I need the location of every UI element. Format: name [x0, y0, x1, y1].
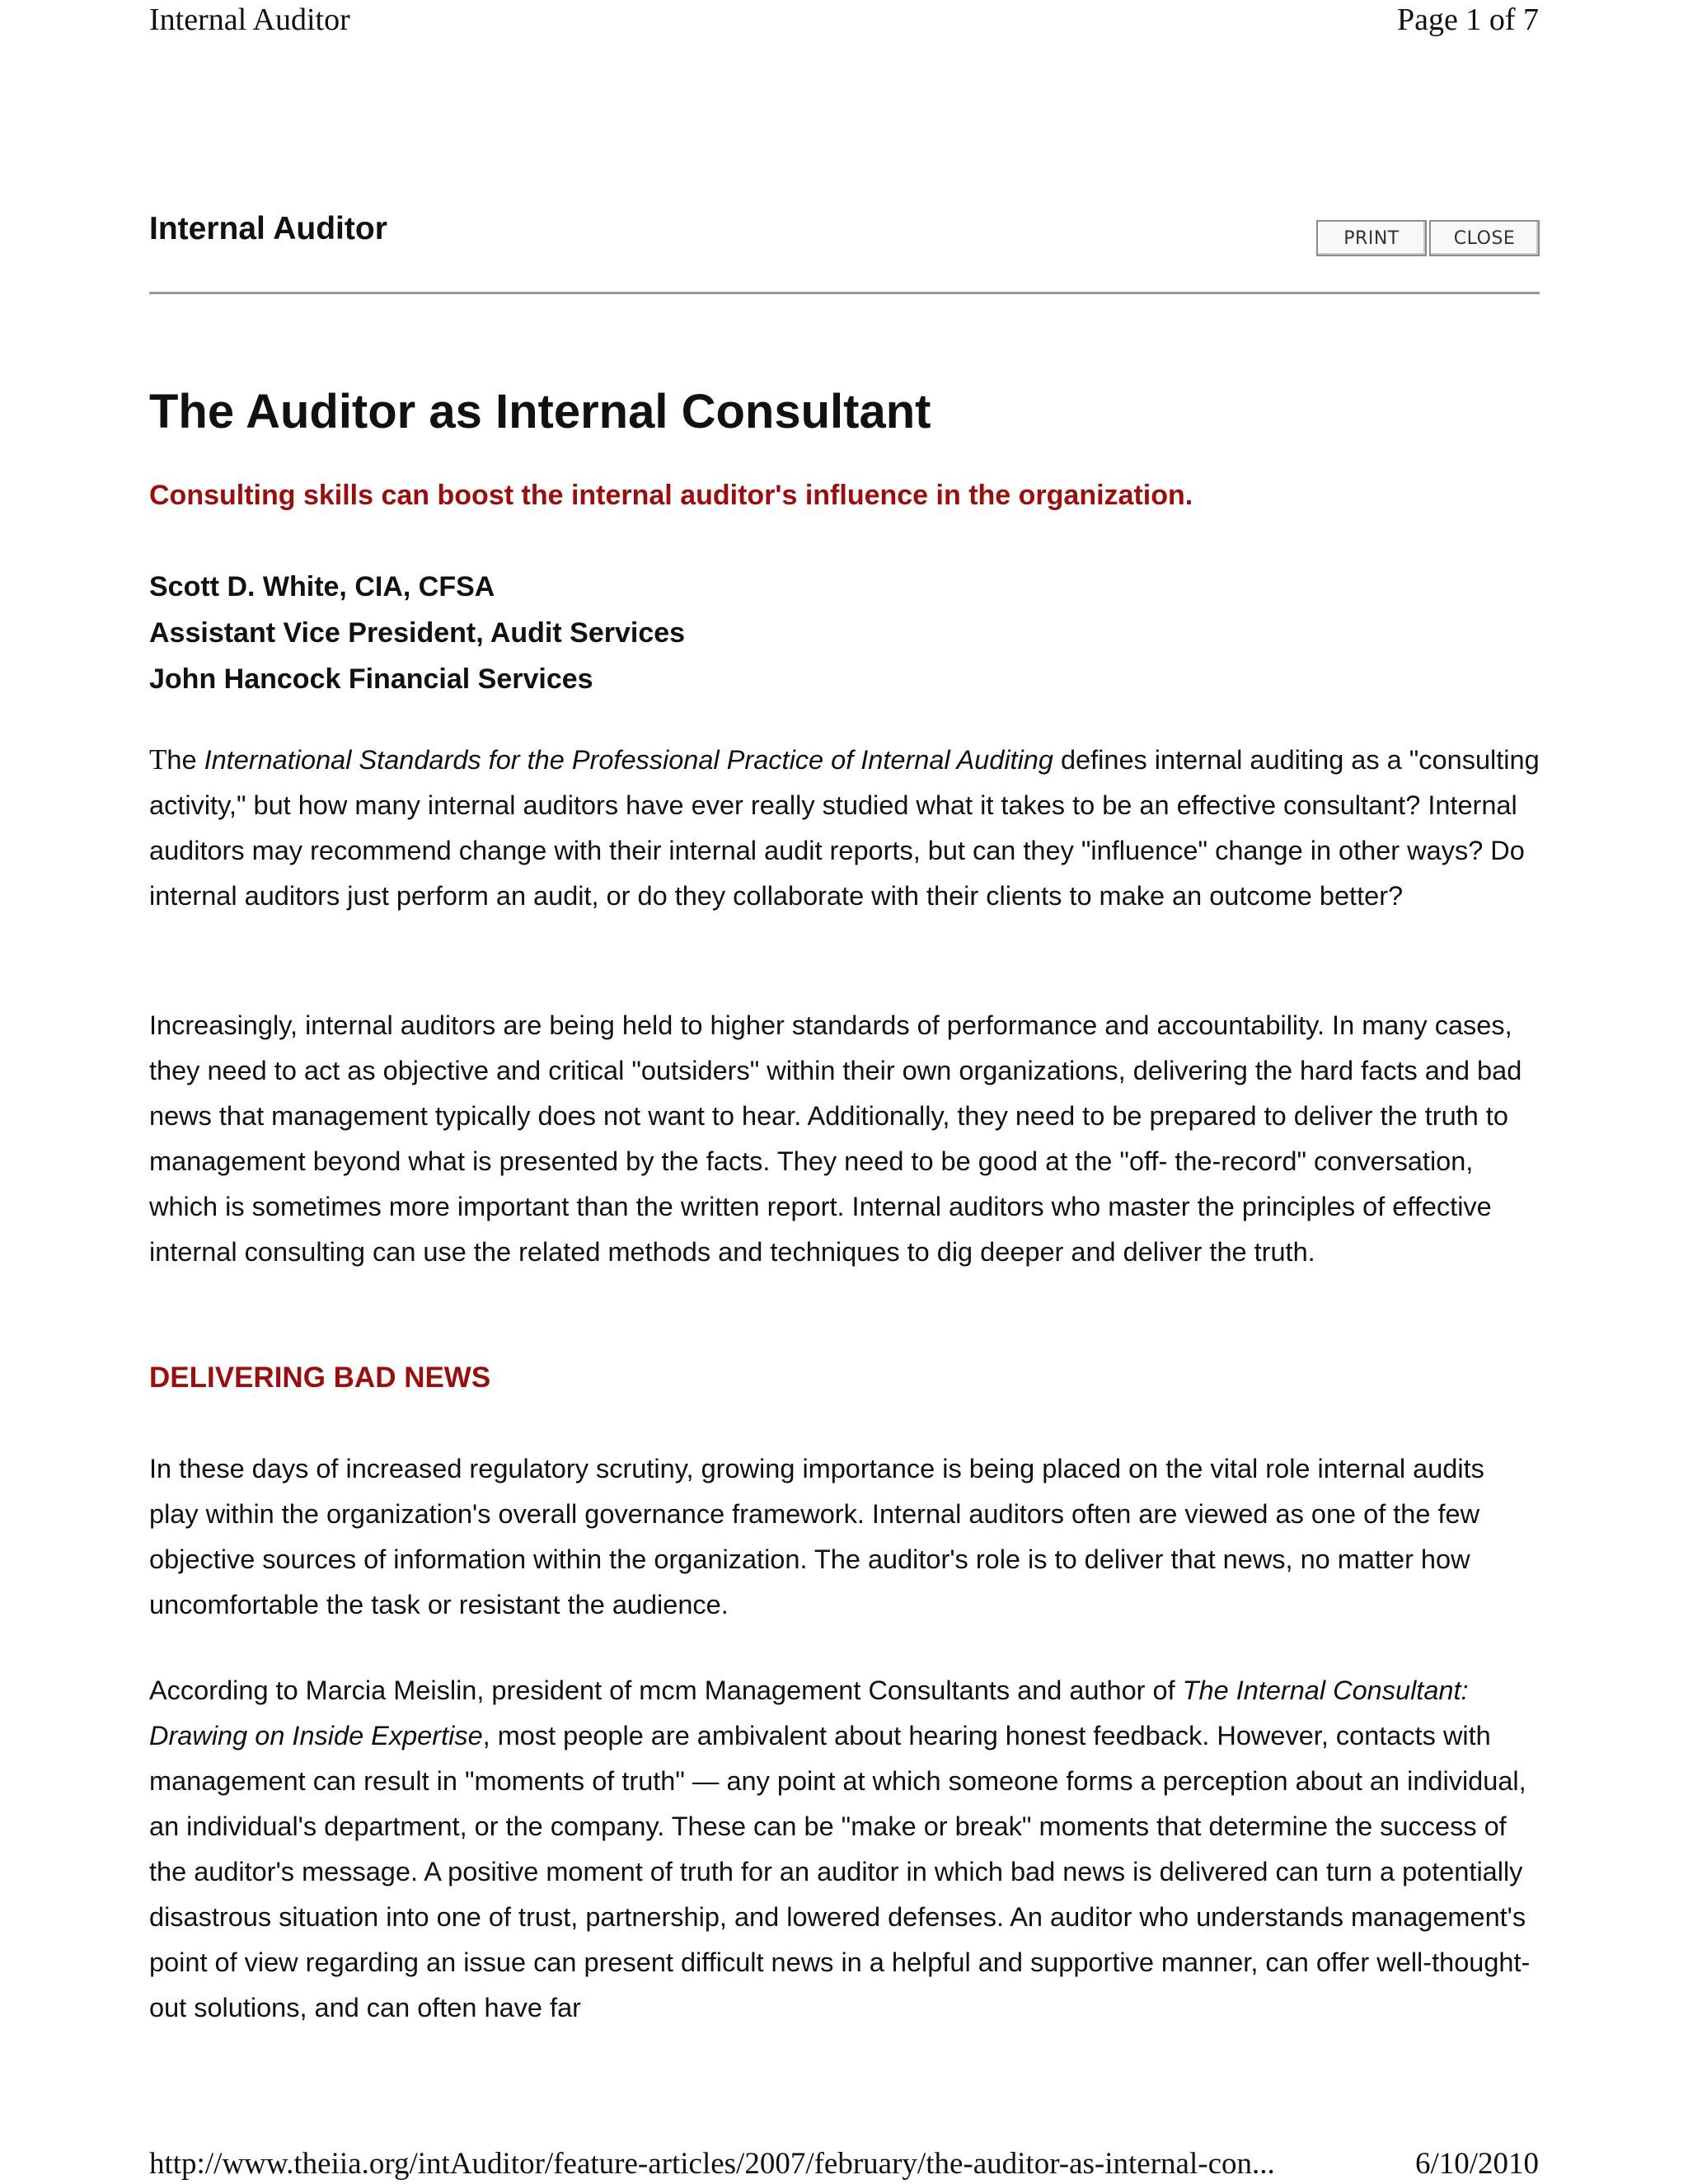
- print-header-title: Internal Auditor: [149, 2, 350, 37]
- print-button[interactable]: PRINT: [1316, 220, 1427, 256]
- paragraph-intro: [149, 737, 1540, 919]
- article-subtitle: Consulting skills can boost the internal auditor's influence in the organization.: [149, 480, 1193, 511]
- article-title: The Auditor as Internal Consultant: [149, 385, 931, 438]
- standards-title: International Standards for the Professional Practice of Internal Auditing: [204, 745, 1053, 775]
- paragraph-lead: According to Marcia Meislin, president of mcm Management Consultants and author of: [149, 1675, 1183, 1705]
- print-date: 6/10/2010: [1414, 2147, 1539, 2181]
- author-company: John Hancock Financial Services: [149, 663, 593, 695]
- author-byline: [149, 564, 685, 702]
- paragraph-accountability: Increasingly, internal auditors are being held to higher standards of performance and accountability. In many cases, they need to act as objective and critical "outsiders" within their own organizations, delivering the hard facts and bad news that management typically does not want to hear. Additionally, they need to be prepared to deliver the truth to management beyond what is presented by the facts. They need to be good at the "off- the-record" conversation, which is sometimes more important than the written report. Internal auditors who master the principles of effective internal consulting can use the related methods and techniques to dig deeper and deliver the truth.: [149, 1010, 1522, 1267]
- print-header: [149, 0, 1539, 40]
- paragraph-rest: , most people are ambivalent about hearing honest feedback. However, contacts with management can result in "moments of truth" — any point at which someone forms a perception about an individual, an individual's department, or the company. These can be "make or break" moments that determine the success of the auditor's message. A positive moment of truth for an auditor in which bad news is delivered can turn a potentially disastrous situation into one of trust, partnership, and lowered defenses. An auditor who understands management's point of view regarding an issue can present difficult news in a helpful and supportive manner, can offer well-thought-out solutions, and can often have far: [149, 1721, 1531, 2022]
- source-url: http://www.theiia.org/intAuditor/feature-articles/2007/february/the-auditor-as-internal-con...: [149, 2147, 1275, 2181]
- book-title: The Internal Consultant: Drawing on Inside Expertise: [149, 1675, 1469, 1750]
- site-header: [149, 206, 1540, 294]
- paragraph-meislin: [149, 1668, 1540, 2031]
- author-name: Scott D. White, CIA, CFSA: [149, 571, 495, 602]
- action-buttons: [1316, 220, 1540, 256]
- paragraph-lead: he: [166, 745, 204, 775]
- paragraph-rest: defines internal auditing as a "consulting activity," but how many internal auditors have ever really studied what it takes to be an effective consultant? Internal auditors may recommend change with their internal audit reports, but can they "influence" change in other ways? Do internal auditors just perform an audit, or do they collaborate with their clients to make an outcome better?: [149, 745, 1540, 911]
- section-heading: DELIVERING BAD NEWS: [149, 1361, 491, 1394]
- close-button[interactable]: CLOSE: [1429, 220, 1540, 256]
- author-position: Assistant Vice President, Audit Services: [149, 617, 686, 649]
- page-number: Page 1 of 7: [1396, 2, 1539, 37]
- paragraph-first-letter: T: [149, 743, 167, 776]
- site-name: Internal Auditor: [149, 211, 387, 246]
- paragraph-governance: In these days of increased regulatory scrutiny, growing importance is being placed on the vital role internal audits play within the organization's overall governance framework. Internal auditors often are viewed as one of the few objective sources of information within the organization. The auditor's role is to deliver that news, no matter how uncomfortable the task or resistant the audience.: [149, 1454, 1484, 1619]
- print-footer: [149, 2145, 1539, 2183]
